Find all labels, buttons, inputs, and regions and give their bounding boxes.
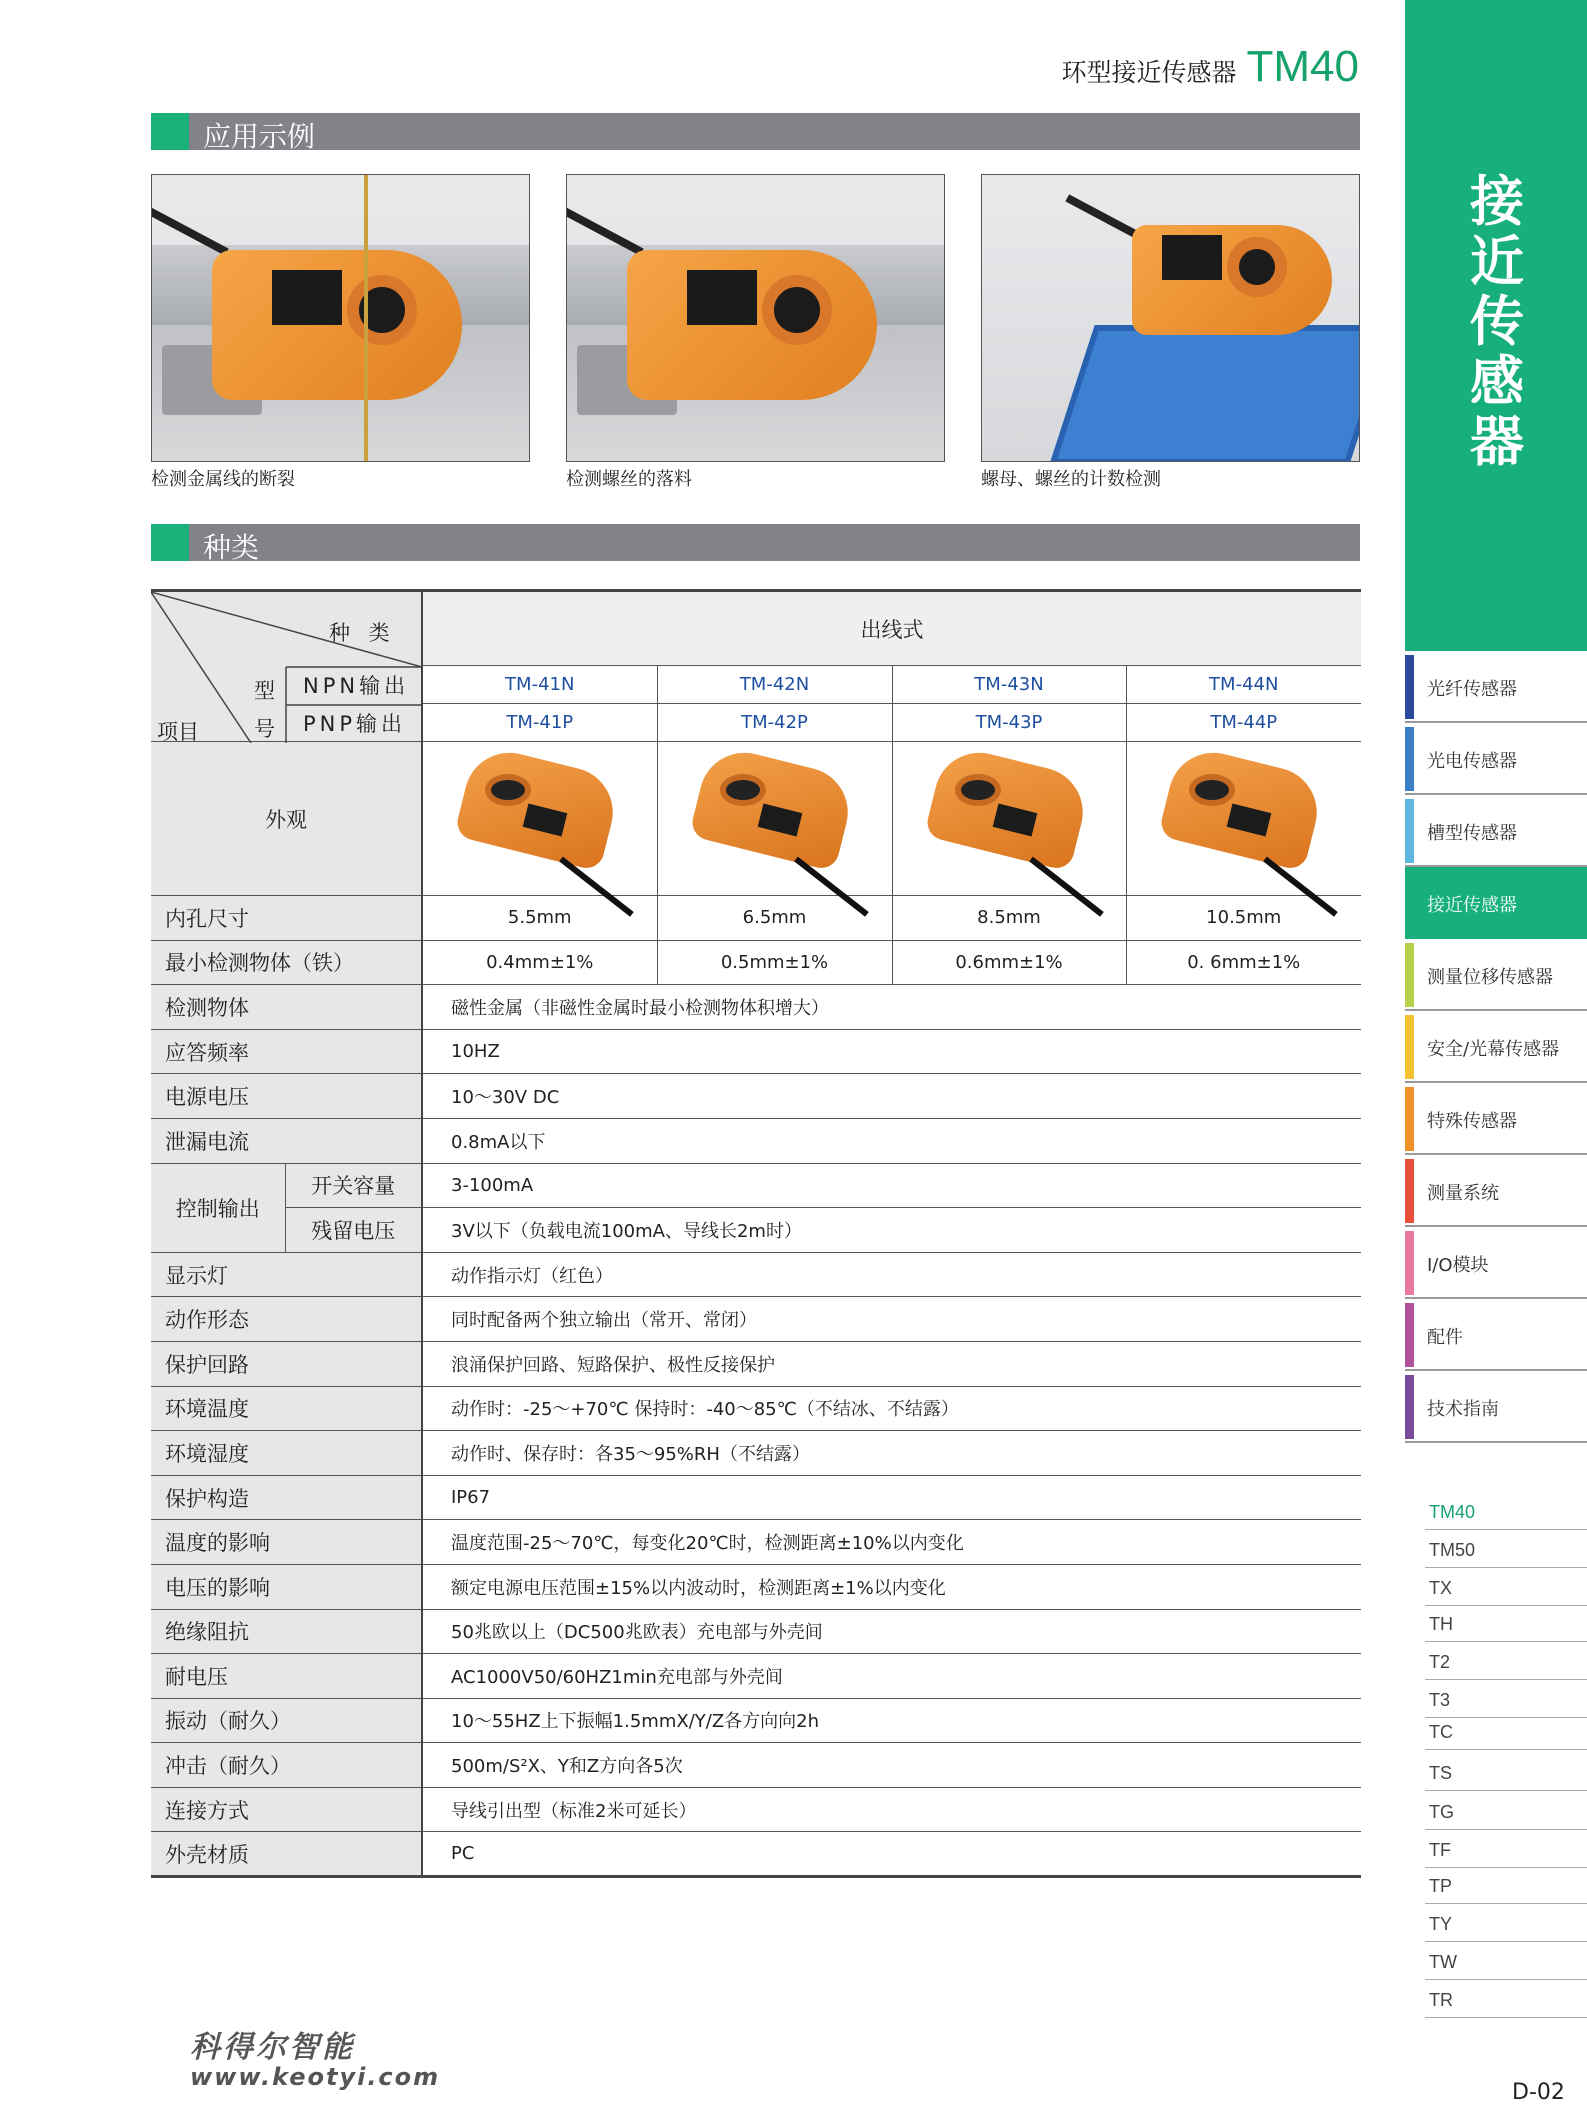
- row-label: 泄漏电流: [151, 1118, 422, 1163]
- model-link-label: TG: [1429, 1802, 1454, 1822]
- row-label: 电压的影响: [151, 1564, 422, 1609]
- section-title: 应用示例: [203, 120, 316, 153]
- category-color-bar: [1405, 871, 1414, 935]
- hole-size: 10.5mm: [1126, 896, 1361, 941]
- sidebar-item-proximity[interactable]: [1405, 867, 1587, 939]
- model-link-label: TF: [1429, 1840, 1451, 1860]
- section-tag: [151, 113, 189, 150]
- model-npn: TM-41N: [422, 666, 657, 704]
- row-label: 最小检测物体（铁）: [151, 940, 422, 985]
- model-pnp: TM-42P: [657, 704, 892, 742]
- row-label: 内孔尺寸: [151, 896, 422, 941]
- sidebar-item-label: 光纤传感器: [1427, 679, 1517, 700]
- row-label: 冲击（耐久）: [151, 1743, 422, 1788]
- row-label: 连接方式: [151, 1787, 422, 1832]
- example-photo-wire: [151, 174, 530, 462]
- row-label: 开关容量: [285, 1163, 422, 1208]
- sidebar-model-link[interactable]: [1425, 1866, 1587, 1904]
- sidebar-model-link[interactable]: [1425, 1642, 1587, 1680]
- section-bar-types: [151, 524, 1360, 564]
- appearance-label: 外观: [151, 742, 422, 896]
- row-label: 显示灯: [151, 1252, 422, 1297]
- example-caption: 检测螺丝的落料: [566, 469, 692, 490]
- category-color-bar: [1405, 799, 1414, 863]
- category-color-bar: [1405, 1303, 1414, 1367]
- corner-pnp-label: PNP输出: [303, 712, 407, 736]
- category-color-bar: [1405, 727, 1414, 791]
- sidebar-model-link[interactable]: [1425, 1830, 1587, 1868]
- row-label: 残留电压: [285, 1208, 422, 1253]
- row-value: 动作指示灯（红色）: [422, 1252, 1361, 1297]
- model-link-label: TM50: [1429, 1540, 1476, 1560]
- sidebar-model-link[interactable]: [1425, 1980, 1587, 2018]
- sidebar-item-label: 配件: [1427, 1327, 1463, 1348]
- sidebar-model-link[interactable]: [1425, 1904, 1587, 1942]
- sidebar-item-slot[interactable]: [1405, 795, 1587, 867]
- corner-npn-label: NPN输出: [303, 674, 410, 698]
- model-pnp: TM-43P: [892, 704, 1126, 742]
- sidebar-model-link[interactable]: [1425, 1792, 1587, 1830]
- min-object: 0.5mm±1%: [657, 940, 892, 985]
- row-value: 10～55HZ上下振幅1.5mmX/Y/Z各方向向2h: [422, 1698, 1361, 1743]
- model-link-label: TW: [1429, 1952, 1457, 1972]
- spec-table: [151, 589, 1361, 1878]
- model-link-label: TH: [1429, 1614, 1453, 1634]
- product-image: [1126, 742, 1361, 896]
- corner-item-label: 项目: [157, 720, 199, 744]
- model-link-label: T3: [1429, 1690, 1451, 1710]
- sidebar-item-label: 接近传感器: [1427, 895, 1517, 916]
- sidebar-category-banner: [1405, 0, 1587, 651]
- row-value: 动作时：-25～+70℃ 保持时：-40～85℃（不结冰、不结露）: [422, 1386, 1361, 1431]
- category-color-bar: [1405, 655, 1414, 719]
- model-npn: TM-42N: [657, 666, 892, 704]
- row-label: 温度的影响: [151, 1520, 422, 1565]
- example-photo-nut-count: [981, 174, 1360, 462]
- section-title: 种类: [203, 531, 260, 564]
- model-pnp: TM-44P: [1126, 704, 1361, 742]
- output-type-header: 出线式: [422, 591, 1361, 666]
- sidebar-title: 接近传感器: [1470, 170, 1524, 473]
- page-header: [1062, 42, 1360, 92]
- category-color-bar: [1405, 1159, 1414, 1223]
- sidebar-item-label: 安全/光幕传感器: [1427, 1039, 1560, 1060]
- example-caption: 检测金属线的断裂: [151, 469, 295, 490]
- section-tag: [151, 524, 189, 561]
- model-link-label: TP: [1429, 1876, 1453, 1896]
- category-color-bar: [1405, 1375, 1414, 1439]
- row-label: 外壳材质: [151, 1832, 422, 1877]
- sidebar-item-displacement[interactable]: [1405, 939, 1587, 1011]
- example-photo-screw: [566, 174, 945, 462]
- model-link-label: TR: [1429, 1990, 1453, 2010]
- row-label: 绝缘阻抗: [151, 1609, 422, 1654]
- min-object: 0. 6mm±1%: [1126, 940, 1361, 985]
- category-color-bar: [1405, 943, 1414, 1007]
- sidebar-item-label: 技术指南: [1427, 1399, 1499, 1420]
- row-value: 额定电源电压范围±15%以内波动时，检测距离±1%以内变化: [422, 1564, 1361, 1609]
- row-value: 动作时、保存时：各35～95%RH（不结露）: [422, 1431, 1361, 1476]
- sidebar-item-label: 特殊传感器: [1427, 1111, 1517, 1132]
- row-value: 500m/S²X、Y和Z方向各5次: [422, 1743, 1361, 1788]
- section-bar-examples: [151, 113, 1360, 153]
- row-value: 磁性金属（非磁性金属时最小检测物体积增大）: [422, 985, 1361, 1030]
- page-subtitle: 环型接近传感器: [1061, 58, 1237, 87]
- sidebar-item-measurement[interactable]: [1405, 1155, 1587, 1227]
- row-value: AC1000V50/60HZ1min充电部与外壳间: [422, 1654, 1361, 1699]
- row-value: 50兆欧以上（DC500兆欧表）充电部与外壳间: [422, 1609, 1361, 1654]
- row-value: 10HZ: [422, 1029, 1361, 1074]
- sidebar-item-fiber[interactable]: [1405, 651, 1587, 723]
- example-caption: 螺母、螺丝的计数检测: [981, 469, 1161, 490]
- row-value: 同时配备两个独立输出（常开、常闭）: [422, 1297, 1361, 1342]
- control-output-label: 控制输出: [151, 1163, 285, 1252]
- sidebar-item-photoelectric[interactable]: [1405, 723, 1587, 795]
- sidebar-item-safety[interactable]: [1405, 1011, 1587, 1083]
- row-label: 保护回路: [151, 1341, 422, 1386]
- sidebar-model-link[interactable]: [1425, 1712, 1587, 1750]
- sidebar-item-label: 测量位移传感器: [1427, 967, 1553, 988]
- row-label: 振动（耐久）: [151, 1698, 422, 1743]
- hole-size: 5.5mm: [422, 896, 657, 941]
- row-value: 3-100mA: [422, 1163, 1361, 1208]
- row-value: 导线引出型（标准2米可延长）: [422, 1787, 1361, 1832]
- model-npn: TM-44N: [1126, 666, 1361, 704]
- model-npn: TM-43N: [892, 666, 1126, 704]
- table-corner-header: [151, 591, 422, 742]
- corner-model-label: 型 号: [254, 679, 275, 741]
- row-label: 动作形态: [151, 1297, 422, 1342]
- row-value: 浪涌保护回路、短路保护、极性反接保护: [422, 1341, 1361, 1386]
- row-label: 环境温度: [151, 1386, 422, 1431]
- min-object: 0.4mm±1%: [422, 940, 657, 985]
- model-pnp: TM-41P: [422, 704, 657, 742]
- sidebar-item-label: 光电传感器: [1427, 751, 1517, 772]
- row-label: 环境湿度: [151, 1431, 422, 1476]
- row-value: PC: [422, 1832, 1361, 1877]
- product-image: [422, 742, 657, 896]
- row-value: 10～30V DC: [422, 1074, 1361, 1119]
- sidebar-item-label: 测量系统: [1427, 1183, 1499, 1204]
- row-value: 温度范围-25～70℃，每变化20℃时，检测距离±10%以内变化: [422, 1520, 1361, 1565]
- category-color-bar: [1405, 1015, 1414, 1079]
- hole-size: 6.5mm: [657, 896, 892, 941]
- model-link-label: TM40: [1429, 1502, 1476, 1522]
- row-label: 应答频率: [151, 1029, 422, 1074]
- sidebar-item-accessories[interactable]: [1405, 1299, 1587, 1371]
- sidebar-model-link[interactable]: [1425, 1568, 1587, 1606]
- product-image: [657, 742, 892, 896]
- sidebar-model-link[interactable]: [1425, 1530, 1587, 1568]
- model-link-label: TS: [1429, 1763, 1453, 1783]
- sidebar-item-label: 槽型传感器: [1427, 823, 1517, 844]
- category-color-bar: [1405, 1231, 1414, 1295]
- sidebar-model-link[interactable]: [1425, 1604, 1587, 1642]
- page-model-title: TM40: [1246, 42, 1359, 91]
- sidebar-item-special[interactable]: [1405, 1083, 1587, 1155]
- sidebar-model-link[interactable]: [1425, 1492, 1587, 1530]
- row-value: 0.8mA以下: [422, 1118, 1361, 1163]
- model-link-label: TY: [1429, 1914, 1453, 1934]
- row-value: 3V以下（负载电流100mA、导线长2m时）: [422, 1208, 1361, 1253]
- model-link-label: TX: [1429, 1578, 1453, 1598]
- row-value: IP67: [422, 1475, 1361, 1520]
- corner-kind-label: 种 类: [329, 621, 396, 645]
- row-label: 保护构造: [151, 1475, 422, 1520]
- product-image: [892, 742, 1126, 896]
- page-number: D-02: [1512, 2080, 1565, 2105]
- brand-url: www.keotyi.com: [190, 2063, 441, 2091]
- model-link-label: T2: [1429, 1652, 1451, 1672]
- sidebar-model-link[interactable]: [1425, 1753, 1587, 1791]
- sidebar-item-io[interactable]: [1405, 1227, 1587, 1299]
- sidebar-model-link[interactable]: [1425, 1942, 1587, 1980]
- row-label: 检测物体: [151, 985, 422, 1030]
- row-label: 电源电压: [151, 1074, 422, 1119]
- sidebar-item-guide[interactable]: [1405, 1371, 1587, 1443]
- model-link-label: TC: [1429, 1722, 1453, 1742]
- row-label: 耐电压: [151, 1654, 422, 1699]
- brand-logo-text: 科得尔智能: [190, 2030, 355, 2065]
- min-object: 0.6mm±1%: [892, 940, 1126, 985]
- sidebar-item-label: I/O模块: [1427, 1255, 1489, 1276]
- category-color-bar: [1405, 1087, 1414, 1151]
- hole-size: 8.5mm: [892, 896, 1126, 941]
